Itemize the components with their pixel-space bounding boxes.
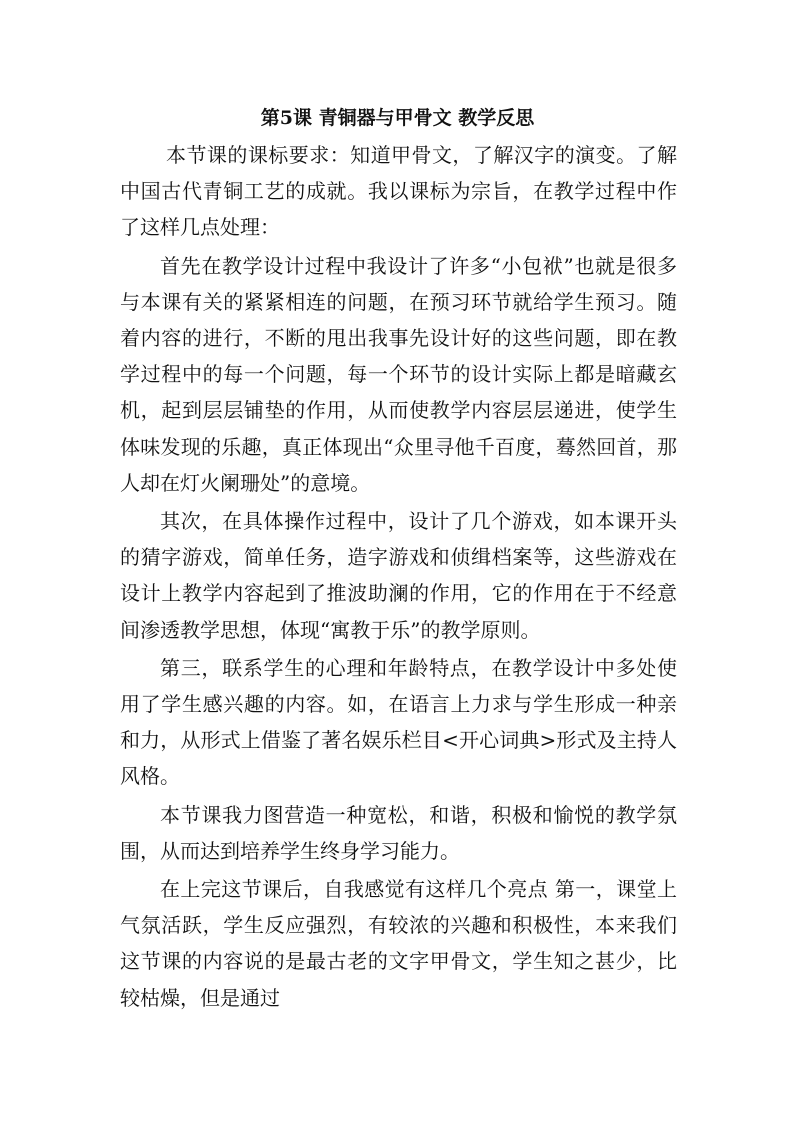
document-body [120,137,677,1018]
paragraph-first-point: 首先在教学设计过程中我设计了许多“小包袱”也就是很多与本课有关的紧紧相连的问题，在预习环节就给学生预习。随着内容的进行，不断的甩出我事先设计好的这些问题，即在教学过程中的每一个问题，每一个环节的设计实际上都是暗藏玄机，起到层层铺垫的作用，从而使教学内容层层递进，使学生体味发现的乐趣，真正体现出“众里寻他千百度，蓦然回首，那人却在灯火阑珊处”的意境。 [120,253,677,495]
paragraph-atmosphere: 本节课我力图营造一种宽松，和谐，积极和愉悦的教学氛围，从而达到培养学生终身学习能力。 [120,802,677,863]
paragraph-second-point: 其次，在具体操作过程中，设计了几个游戏，如本课开头的猜字游戏，简单任务，造字游戏和侦缉档案等，这些游戏在设计上教学内容起到了推波助澜的作用，它的作用在于不经意间渗透教学思想，体现“寓教于乐”的教学原则。 [120,509,677,642]
paragraph-highlights: 在上完这节课后，自我感觉有这样几个亮点 第一，课堂上气氛活跃，学生反应强烈，有较浓的兴趣和积极性，本来我们这节课的内容说的是最古老的文字甲骨文，学生知之甚少，比较枯燥，但是通过 [120,877,677,1010]
paragraph-curriculum-requirements: 本节课的课标要求：知道甲骨文，了解汉字的演变。了解中国古代青铜工艺的成就。我以课标为宗旨，在教学过程中作了这样几点处理： [120,143,677,240]
paragraph-third-point: 第三，联系学生的心理和年龄特点，在教学设计中多处使用了学生感兴趣的内容。如，在语言上力求与学生形成一种亲和力，从形式上借鉴了著名娱乐栏目<开心词典>形式及主持人风格。 [120,655,677,789]
document-title: 第5课 青铜器与甲骨文 教学反思 [260,107,535,129]
